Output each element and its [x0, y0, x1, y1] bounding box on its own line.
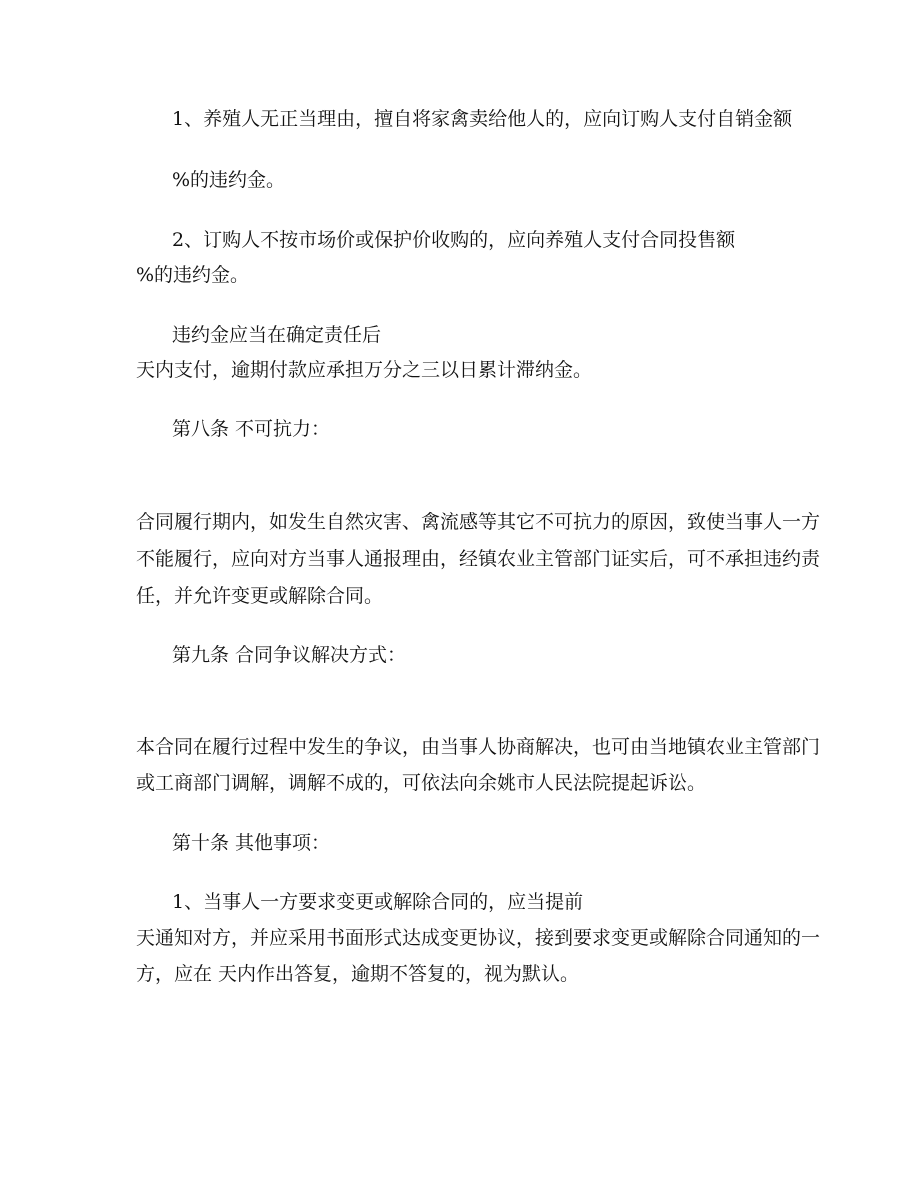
- clause-7-item-2-line-1: 2、订购人不按市场价或保护价收购的，应向养殖人支付合同投售额: [172, 229, 736, 251]
- penalty-payment-line-1: 违约金应当在确定责任后: [172, 324, 382, 346]
- article-8-heading: 第八条 不可抗力：: [172, 418, 331, 440]
- penalty-payment-line-2: 天内支付，逾期付款应承担万分之三以日累计滞纳金。: [136, 359, 593, 381]
- article-10-item-1-line-2: 天通知对方，并应采用书面形式达成变更协议，接到要求变更或解除合同通知的一: [136, 927, 821, 949]
- article-9-heading: 第九条 合同争议解决方式：: [172, 644, 407, 666]
- article-9-body-line-1: 本合同在履行过程中发生的争议，由当事人协商解决，也可由当地镇农业主管部门: [136, 736, 821, 758]
- article-10-item-1-line-3: 方，应在 天内作出答复，逾期不答复的，视为默认。: [136, 963, 580, 985]
- article-8-body-line-2: 不能履行，应向对方当事人通报理由，经镇农业主管部门证实后，可不承担违约责: [136, 548, 821, 570]
- article-9-body-line-2: 或工商部门调解，调解不成的，可依法向余姚市人民法院提起诉讼。: [136, 772, 707, 794]
- article-8-body-line-3: 任，并允许变更或解除合同。: [136, 585, 384, 607]
- article-10-heading: 第十条 其他事项：: [172, 832, 331, 854]
- clause-7-item-1-line-1: 1、养殖人无正当理由，擅自将家禽卖给他人的，应向订购人支付自销金额: [172, 108, 793, 130]
- clause-7-item-2-line-2: %的违约金。: [136, 264, 250, 286]
- article-8-body-line-1: 合同履行期内，如发生自然灾害、禽流感等其它不可抗力的原因，致使当事人一方: [136, 511, 821, 533]
- clause-7-item-1-line-2: %的违约金。: [172, 169, 286, 191]
- article-10-item-1-line-1: 1、当事人一方要求变更或解除合同的，应当提前: [172, 891, 584, 913]
